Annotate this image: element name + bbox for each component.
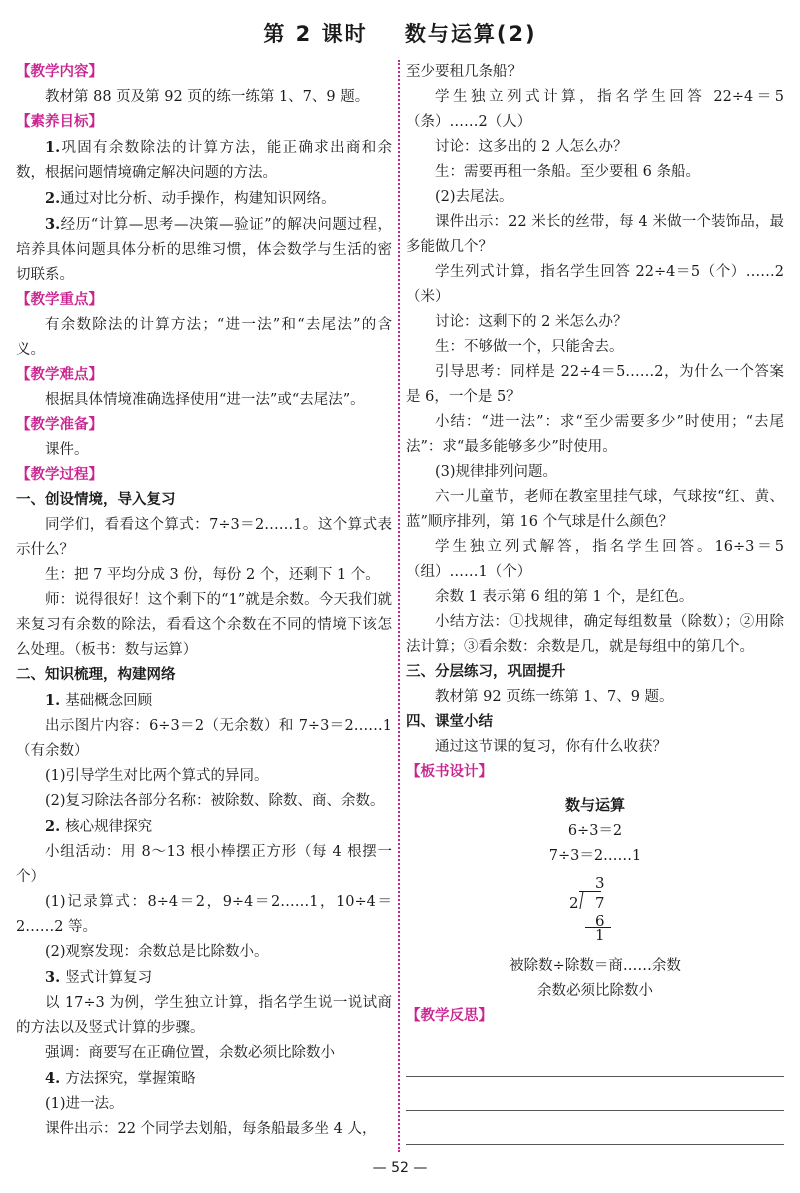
right-paragraph: (3)规律排列问题。 — [435, 464, 558, 480]
part4-text: 通过这节课的复习，你有什么收获？ — [435, 739, 667, 755]
long-division — [565, 871, 625, 943]
part2-paragraph: (1)记录算式：8÷4＝2，9÷4＝2……1，10÷4＝2……2 等。 — [16, 894, 392, 935]
goal-item: 2.通过对比分析、动手操作，构建知识网络。 — [45, 190, 336, 207]
section-key-heading: 【教学重点】 — [16, 292, 103, 308]
product: 6 — [595, 912, 605, 930]
subsection-title: 1. 基础概念回顾 — [45, 692, 153, 709]
section-goals-heading: 【素养目标】 — [16, 114, 103, 130]
part3-heading: 三、分层练习，巩固提升 — [406, 664, 566, 680]
subsection-title: 2. 核心规律探究 — [45, 818, 153, 835]
part2-paragraph: 课件出示：22 个同学去划船，每条船最多坐 4 人， — [45, 1121, 377, 1137]
section-difficulty-heading: 【教学难点】 — [16, 367, 103, 383]
right-paragraph: 课件出示：22 米长的丝带，每 4 米做一个装饰品，最多能做几个？ — [406, 214, 784, 255]
part2-paragraph: (2)复习除法各部分名称：被除数、除数、商、余数。 — [45, 793, 385, 809]
section-prep-heading: 【教学准备】 — [16, 417, 103, 433]
part1-heading: 一、创设情境，导入复习 — [16, 492, 176, 508]
part4-heading: 四、课堂小结 — [406, 714, 493, 730]
right-column — [406, 60, 784, 1145]
board-line: 7÷3＝2……1 — [548, 848, 642, 864]
right-paragraph: 引导思考：同样是 22÷4＝5……2，为什么一个答案是 6，一个是 5？ — [406, 364, 784, 405]
right-paragraph: 学生列式计算，指名学生回答 22÷4＝5（个）……2（米） — [406, 264, 784, 305]
dividend: 7 — [595, 894, 605, 912]
right-paragraph: 余数 1 表示第 6 组的第 1 个，是红色。 — [435, 589, 694, 605]
writing-line[interactable] — [406, 1077, 784, 1111]
part2-paragraph: 小组活动：用 8～13 根小棒摆正方形（每 4 根摆一个） — [16, 844, 392, 885]
part2-paragraph: (1)进一法。 — [45, 1096, 124, 1112]
page-title: 第 2 课时 数与运算(2) — [263, 22, 537, 46]
right-paragraph: 生：需要再租一条船。至少要租 6 条船。 — [435, 164, 700, 180]
column-divider — [398, 60, 400, 1152]
part2-paragraph: (2)观察发现：余数总是比除数小。 — [45, 944, 269, 960]
right-paragraph: 学生独立列式解答，指名学生回答。16÷3＝5（组）……1（个） — [406, 539, 784, 580]
divisor: 2 — [569, 894, 579, 912]
right-paragraph: 六一儿童节，老师在教室里挂气球，气球按“红、黄、蓝”顺序排列，第 16 个气球是什么颜色？ — [406, 489, 784, 530]
quotient: 3 — [595, 874, 605, 892]
section-board-heading: 【板书设计】 — [406, 764, 493, 780]
right-paragraph: 小结方法：①找规律，确定每组数量（除数）；②用除法计算；③看余数：余数是几，就是每组中的第几个。 — [406, 614, 784, 655]
part3-text: 教材第 92 页练一练第 1、7、9 题。 — [435, 689, 674, 705]
section-content-heading: 【教学内容】 — [16, 64, 103, 80]
subsection-title: 3. 竖式计算复习 — [45, 969, 153, 986]
goal-item: 1.巩固有余数除法的计算方法，能正确求出商和余数，根据问题情境确定解决问题的方法。 — [16, 139, 392, 181]
part2-paragraph: 强调：商要写在正确位置，余数必须比除数小 — [45, 1045, 335, 1061]
board-line: 被除数÷除数＝商……余数 — [509, 958, 681, 974]
left-column — [16, 60, 392, 1142]
page-number: — 52 — — [372, 1160, 428, 1176]
reflection-lines — [406, 1043, 784, 1145]
right-paragraph: 生：不够做一个，只能舍去。 — [435, 339, 624, 355]
section-process-heading: 【教学过程】 — [16, 467, 103, 483]
part1-paragraph: 生：把 7 平均分成 3 份，每份 2 个，还剩下 1 个。 — [45, 567, 380, 583]
right-paragraph: 学生独立列式计算，指名学生回答 22÷4＝5（条）……2（人） — [406, 89, 784, 130]
writing-line[interactable] — [406, 1111, 784, 1145]
difficulty-text: 根据具体情境准确选择使用“进一法”或“去尾法”。 — [45, 392, 365, 408]
division-bracket — [579, 891, 583, 909]
content-text: 教材第 88 页及第 92 页的练一练第 1、7、9 题。 — [45, 89, 370, 105]
right-paragraph: 讨论：这多出的 2 人怎么办？ — [435, 139, 628, 155]
part1-paragraph: 师：说得很好！这个剩下的“1”就是余数。今天我们就来复习有余数的除法，看看这个余数在不同的情境下该怎么处理。（板书：数与运算） — [16, 592, 392, 658]
board-line: 余数必须比除数小 — [537, 983, 653, 999]
prep-text: 课件。 — [45, 442, 89, 458]
board-design — [406, 791, 784, 1004]
part2-paragraph: (1)引导学生对比两个算式的异同。 — [45, 768, 269, 784]
writing-line[interactable] — [406, 1043, 784, 1077]
part2-heading: 二、知识梳理，构建网络 — [16, 667, 176, 683]
right-paragraph: 讨论：这剩下的 2 米怎么办？ — [435, 314, 628, 330]
board-title: 数与运算 — [564, 796, 625, 814]
part2-paragraph: 以 17÷3 为例，学生独立计算，指名学生说一说试商的方法以及竖式计算的步骤。 — [16, 995, 392, 1036]
right-paragraph: (2)去尾法。 — [435, 189, 514, 205]
goal-item: 3.经历“计算—思考—决策—验证”的解决问题过程，培养具体问题具体分析的思维习惯，体会数学与生活的密切联系。 — [16, 216, 392, 283]
board-line: 6÷3＝2 — [567, 823, 623, 839]
part2-paragraph: 出示图片内容：6÷3＝2（无余数）和 7÷3＝2……1（有余数） — [16, 718, 392, 759]
right-paragraph: 至少要租几条船？ — [406, 64, 522, 80]
part1-paragraph: 同学们，看看这个算式：7÷3＝2……1。这个算式表示什么？ — [16, 517, 392, 558]
subsection-title: 4. 方法探究，掌握策略 — [45, 1070, 196, 1087]
right-paragraph: 小结：“进一法”：求“至少需要多少”时使用；“去尾法”：求“最多能够多少”时使用。 — [406, 414, 784, 455]
section-reflection-heading: 【教学反思】 — [406, 1008, 493, 1024]
remainder: 1 — [595, 926, 605, 944]
key-text: 有余数除法的计算方法；“进一法”和“去尾法”的含义。 — [16, 317, 392, 358]
